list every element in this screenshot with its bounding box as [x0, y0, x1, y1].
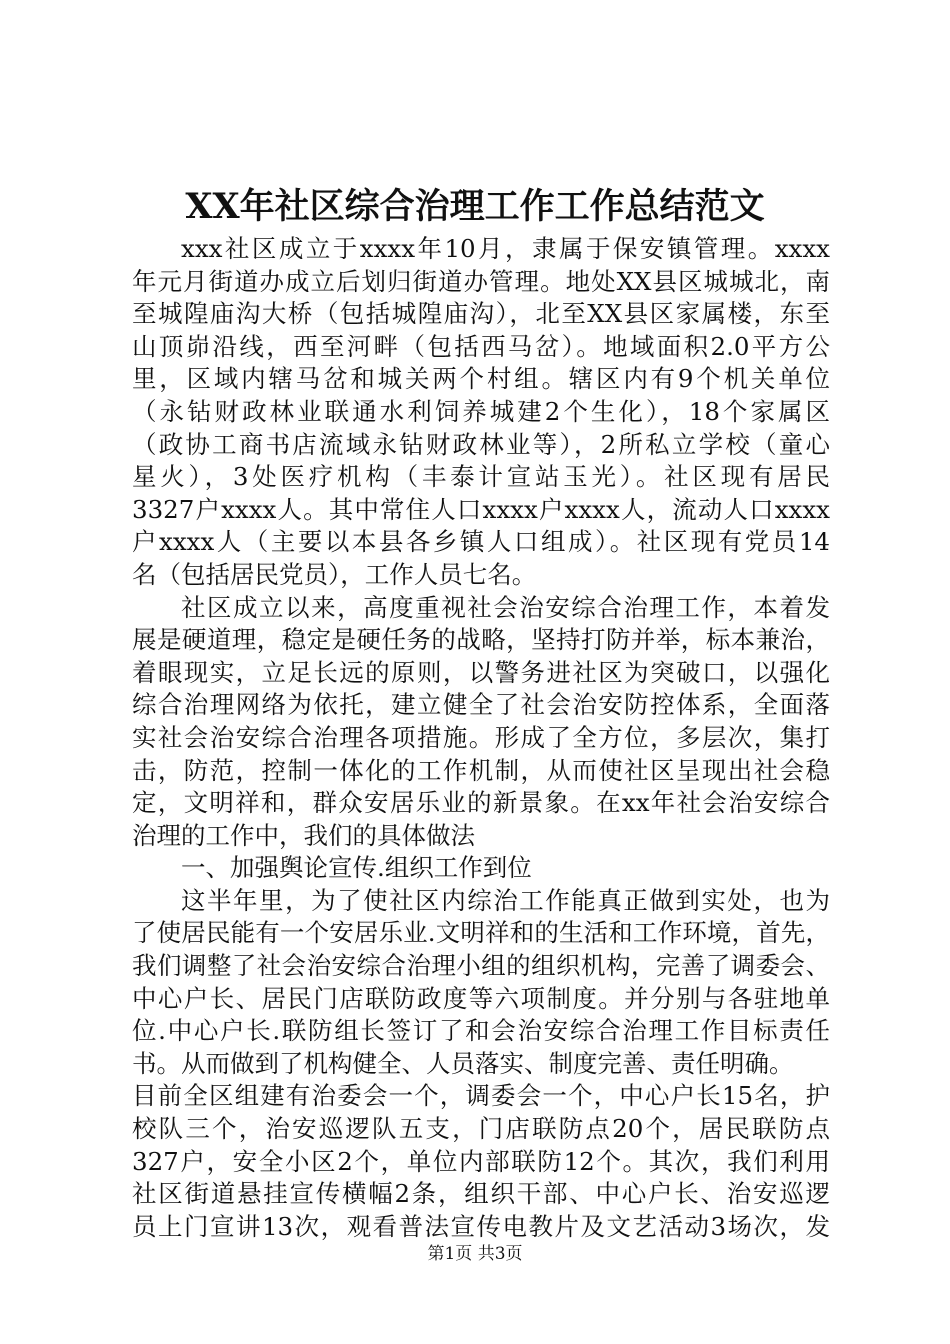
text-line: 社区街道悬挂宣传横幅2条，组织干部、中心户长、治安巡逻: [132, 1179, 830, 1209]
text-line: 至城隍庙沟大桥（包括城隍庙沟），北至XX县区家属楼，东至: [132, 299, 830, 329]
text-line: 一、加强舆论宣传.组织工作到位: [181, 853, 532, 883]
text-line: 山顶峁沿线，西至河畔（包括西马岔）。地域面积2.0平方公: [132, 331, 830, 361]
text-line: 3327户xxxx人。其中常住人口xxxx户xxxx人，流动人口xxxx: [132, 494, 830, 524]
text-line: 着眼现实，立足长远的原则，以警务进社区为突破口，以强化: [132, 657, 830, 687]
text-line: 击，防范，控制一体化的工作机制，从而使社区呈现出社会稳: [132, 755, 830, 785]
text-line: xxx社区成立于xxxx年10月，隶属于保安镇管理。xxxx: [181, 234, 830, 263]
text-line: （永钻财政林业联通水利饲养城建2个生化），18个家属区: [132, 396, 830, 426]
text-line: 位.中心户长.联防组长签订了和会治安综合治理工作目标责任: [132, 1016, 830, 1046]
text-line: 年元月街道办成立后划归街道办管理。地处XX县区城城北，南: [132, 266, 830, 296]
text-line: 星火），3处医疗机构（丰泰计宣站玉光）。社区现有居民: [132, 462, 830, 492]
text-line: 校队三个，治安巡逻队五支，门店联防点20个，居民联防点: [132, 1114, 830, 1144]
text-line: 员上门宣讲13次，观看普法宣传电教片及文艺活动3场次，发: [132, 1211, 830, 1241]
text-line: 了使居民能有一个安居乐业.文明祥和的生活和工作环境，首先，: [132, 918, 830, 948]
text-line: 327户，安全小区2个，单位内部联防12个。其次，我们利用: [132, 1146, 830, 1176]
text-line: 里，区域内辖马岔和城关两个村组。辖区内有9个机关单位: [132, 364, 830, 394]
text-line: 定，文明祥和，群众安居乐业的新景象。在xx年社会治安综合: [132, 788, 830, 818]
text-line: 综合治理网络为依托，建立健全了社会治安防控体系，全面落: [132, 690, 830, 720]
text-line: 书。从而做到了机构健全、人员落实、制度完善、责任明确。: [132, 1048, 794, 1078]
text-line: 目前全区组建有治委会一个，调委会一个，中心户长15名，护: [132, 1081, 830, 1111]
document-body: [132, 233, 830, 1243]
text-line: 中心户长、居民门店联防政度等六项制度。并分别与各驻地单: [132, 983, 830, 1013]
text-line: 展是硬道理，稳定是硬任务的战略，坚持打防并举，标本兼治，: [132, 625, 830, 655]
text-line: 我们调整了社会治安综合治理小组的组织机构，完善了调委会、: [132, 951, 830, 981]
text-line: 户xxxx人（主要以本县各乡镇人口组成）。社区现有党员14: [132, 527, 830, 557]
text-line: 社区成立以来，高度重视社会治安综合治理工作，本着发: [181, 592, 830, 622]
text-line: 名（包括居民党员），工作人员七名。: [132, 559, 537, 589]
text-line: 实社会治安综合治理各项措施。形成了全方位，多层次，集打: [132, 722, 830, 752]
document-title: XX年社区综合治理工作工作总结范文: [185, 186, 765, 227]
text-line: （政协工商书店流域永钻财政林业等），2所私立学校（童心: [132, 429, 830, 459]
page-footer: 第1页 共3页: [427, 1244, 523, 1264]
text-line: 治理的工作中，我们的具体做法: [132, 820, 475, 850]
text-line: 这半年里，为了使社区内综治工作能真正做到实处，也为: [181, 885, 830, 915]
